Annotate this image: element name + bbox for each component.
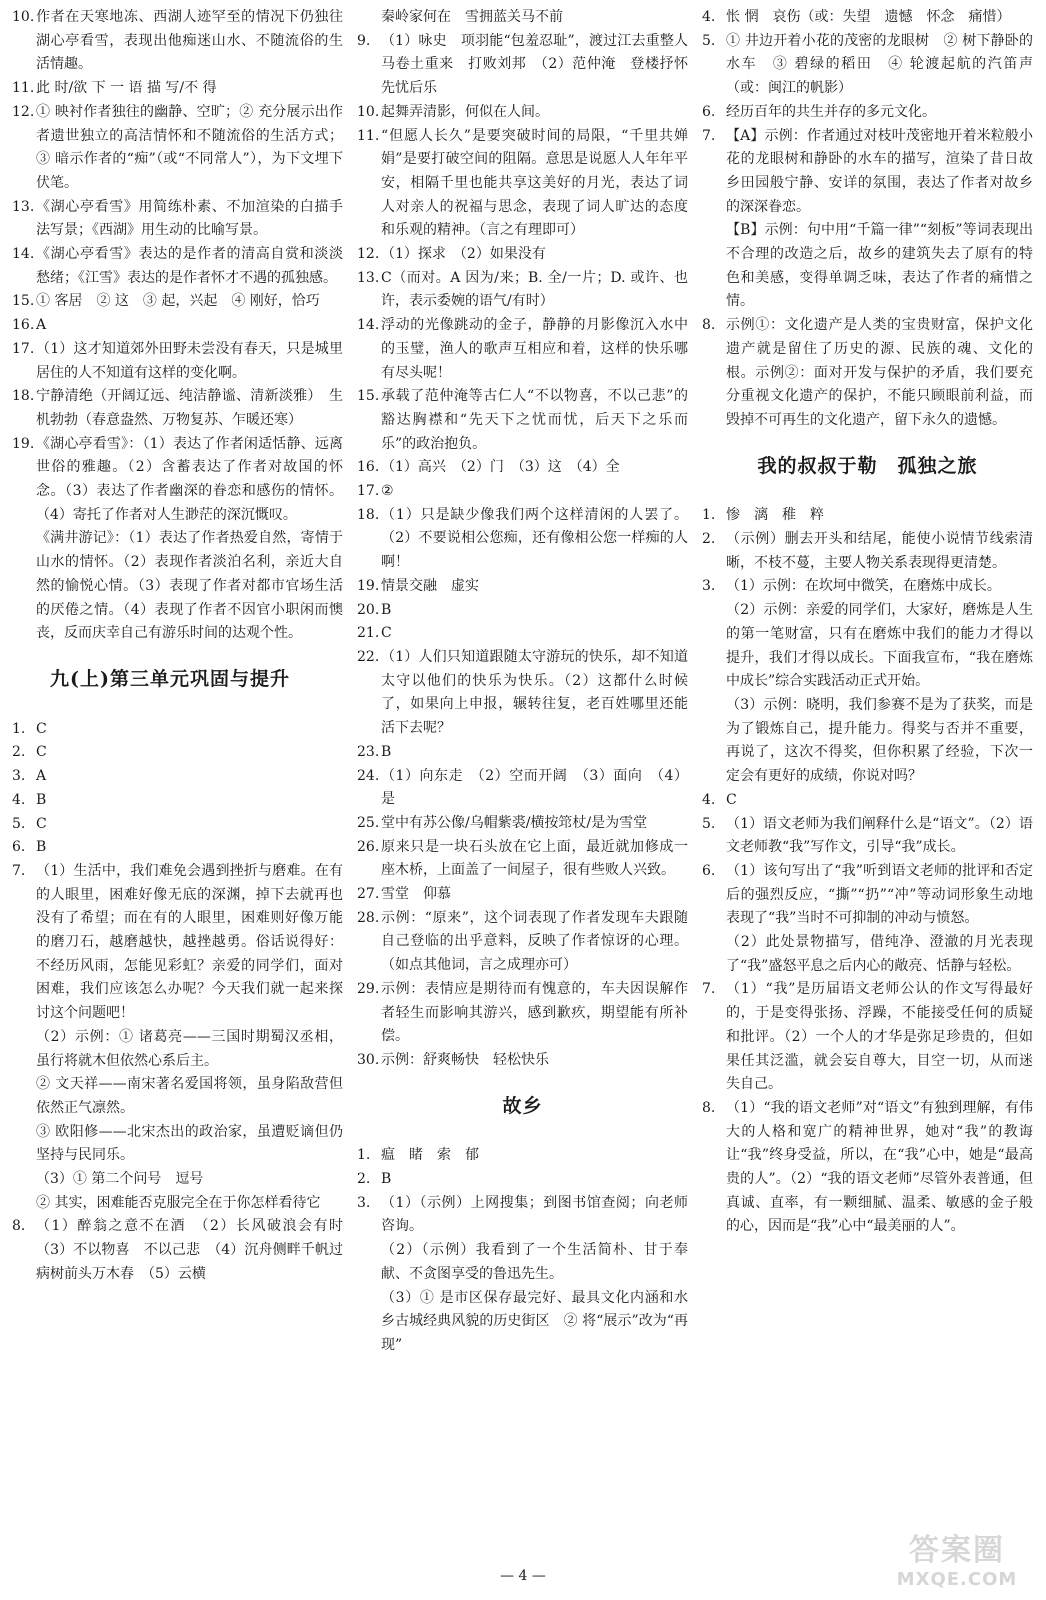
- answer-text: 起舞弄清影，何似在人间。: [381, 103, 549, 120]
- answer-text: B: [381, 743, 392, 760]
- answer-number: 2.: [702, 531, 716, 548]
- answer-number: 26.: [357, 838, 380, 855]
- answer-text: C: [36, 720, 47, 737]
- answer-text: 《湖心亭看雪》表达的是作者的清高自赏和淡淡愁绪；《江雪》表达的是作者怀才不遇的孤独感。: [36, 246, 343, 286]
- answer-number: 6.: [702, 103, 716, 120]
- answer-item: [357, 622, 688, 646]
- answer-text: （1）人们只知道跟随太守游玩的快乐，却不知道太守以他们的快乐为快乐。（2）这都什么时候了，如果向上申报，辗转往复，老百姓哪里还能活下去呢？: [381, 648, 688, 737]
- answer-number: 12.: [357, 246, 380, 263]
- answer-text: （1）这才知道郊外田野未尝没有春天，只是城里居住的人不知道有这样的变化啊。: [36, 340, 343, 381]
- answer-item: [357, 883, 688, 907]
- answer-number: 5.: [702, 32, 716, 49]
- answer-number: 3.: [357, 1194, 371, 1211]
- answer-text: 原来只是一块石头放在它上面，最近就加修成一座木桥，上面盖了一间屋子，很有些败人兴致。: [381, 838, 688, 879]
- answer-item: [12, 243, 343, 290]
- answer-item: [357, 907, 688, 978]
- answer-number: 16.: [12, 317, 35, 334]
- answer-text: ① 映衬作者独往的幽静、空旷；② 充分展示出作者遗世独立的高洁情怀和不随流俗的生活方式；③ 暗示作者的“痴”（或“不同常人”），为下文埋下伏笔。: [36, 103, 343, 191]
- answer-text: 此 时/欲 下 一 语 描 写/不 得: [36, 80, 217, 97]
- answer-text: （1）“我的语文老师”对“语文”有独到理解，有伟大的人格和宽广的精神世界，她对“我”的教诲让“我”终身受益，所以，在“我”心中，她是“最高贵的人”。（2）“我的语文老师”尽管外表普通，但真诚、直率，有一颗细腻、温柔、敏感的金子般的心，因而是“我”心中“最美丽的人”。: [726, 1099, 1033, 1235]
- answer-item: [357, 812, 688, 836]
- answer-item: [357, 599, 688, 623]
- answer-item: [12, 385, 343, 432]
- answer-number: 3.: [702, 578, 716, 595]
- page-number: — 4 —: [500, 1568, 546, 1584]
- answer-item: [12, 1215, 357, 1286]
- answer-continuation: （2）示例：亲爱的同学们，大家好，磨炼是人生的第一笔财富，只有在磨炼中我们的能力才得以提升，我们才得以成长。下面我宣布，“我在磨炼中成长”综合实践活动正式开始。: [726, 602, 1033, 690]
- answer-number: 4.: [702, 9, 716, 25]
- answer-item: [12, 860, 343, 1026]
- answer-item: [357, 30, 688, 101]
- answer-number: 19.: [12, 435, 35, 452]
- answer-item: [12, 741, 343, 765]
- answer-item: [357, 575, 688, 599]
- answer-continuation: （3）① 是市区保存最完好、最具文化内涵和水乡古城经典风貌的历史街区 ② 将“展示”改为“再现”: [381, 1289, 688, 1353]
- answer-text: B: [36, 839, 47, 856]
- answer-item: [357, 1192, 688, 1239]
- answer-text: B: [36, 791, 47, 808]
- answer-number: 7.: [12, 862, 26, 879]
- answer-number: 15.: [12, 293, 35, 310]
- answer-item: [702, 101, 1033, 125]
- answer-number: 1.: [357, 1147, 371, 1164]
- answer-continuation: （3）① 第二个问号 逗号: [36, 1171, 204, 1188]
- answer-text: ① 井边开着小花的茂密的龙眼树 ② 树下静卧的水车 ③ 碧绿的稻田 ④ 轮渡起航的汽笛声（或：闽江的帆影）: [726, 32, 1033, 97]
- answer-number: 13.: [357, 269, 380, 286]
- answer-number: 20.: [357, 601, 380, 618]
- answer-item: [12, 433, 343, 528]
- answer-text: （1）只是缺少像我们两个这样清闲的人罢了。（2）不要说相公您痴，还有像相公您一样痴的人啊！: [381, 506, 688, 571]
- answer-item: [702, 125, 1033, 220]
- watermark-text-cn: 答案圈: [909, 1532, 1005, 1568]
- answer-number: 8.: [702, 317, 716, 334]
- answer-number: 5.: [12, 815, 26, 832]
- answer-continuation: （2）示例：① 诸葛亮——三国时期蜀汉丞相，虽行将就木但依然心系后主。: [36, 1028, 343, 1069]
- answer-number: 12.: [12, 103, 35, 120]
- answer-number: 11.: [12, 80, 35, 97]
- answer-number: 19.: [357, 577, 380, 594]
- answer-item: [357, 646, 688, 741]
- answer-item: [702, 789, 1033, 813]
- answer-text: （示例）删去开头和结尾，能使小说情节线索清晰，不枝不蔓，主要人物关系表现得更清楚。: [726, 531, 1033, 571]
- answer-continuation: ② 其实，困难能否克服完全在于你怎样看待它: [36, 1194, 321, 1211]
- answer-continuation: ② 文天祥——南宋著名爱国将领，虽身陷敌营但依然正气凛然。: [36, 1076, 343, 1116]
- answer-text: 怅 惘 哀伤（或：失望 遗憾 怀念 痛惜）: [726, 9, 1011, 25]
- answer-item: [357, 836, 688, 883]
- answer-number: 14.: [12, 246, 35, 263]
- answer-text: C（而对。A 因为/来；B. 全/一片；D. 或许、也许，表示委婉的语气/有时）: [381, 269, 688, 310]
- answer-item: [357, 1168, 688, 1192]
- answer-text: 堂中有苏公像/乌帽紫裘/横按筇杖/是为雪堂: [381, 814, 648, 831]
- answer-number: 17.: [12, 340, 35, 357]
- answer-text: （1）醉翁之意不在酒 （2）长风破浪会有时 （3）不以物喜 不以己悲 （4）沉舟侧畔千帆过 病树前头万木春 （5）云横: [36, 1218, 357, 1282]
- section-heading: 我的叔叔于勒 孤独之旅: [757, 454, 978, 477]
- answer-text: 瘟 睹 索 郁: [381, 1147, 479, 1164]
- answer-text: （1）咏史 项羽能“包羞忍耻”，渡过江去重整人马卷土重来 打败刘邦 （2）范仲淹 登楼抒怀先忧后乐: [381, 32, 688, 97]
- answer-item: [357, 243, 688, 267]
- answer-item: [357, 978, 688, 1049]
- answer-text: C: [726, 791, 737, 808]
- answer-number: 14.: [357, 317, 380, 334]
- answer-text: （1）“我”是历届语文老师公认的作文写得最好的，于是变得张扬、浮躁，不能接受任何的质疑和批评。（2）一个人的才华是弥足珍贵的，但如果任其泛滥，就会妄自尊大，目空一切，从而迷失自己。: [726, 981, 1033, 1093]
- answer-text: A: [36, 768, 47, 785]
- answer-number: 23.: [357, 743, 380, 760]
- answer-continuation: ③ 欧阳修——北宋杰出的政治家，虽遭贬谪但仍坚持与民同乐。: [36, 1123, 343, 1164]
- answer-text: 示例：舒爽畅快 轻松快乐: [381, 1051, 549, 1068]
- answer-number: 21.: [357, 625, 380, 642]
- answer-page: [12, 6, 1034, 1536]
- answer-text: 经历百年的共生并存的多元文化。: [726, 103, 936, 120]
- answer-number: 7.: [702, 981, 716, 998]
- answer-text: ① 客居 ② 这 ③ 起，兴起 ④ 刚好，恰巧: [36, 293, 320, 310]
- answer-number: 2.: [357, 1171, 371, 1188]
- answer-number: 30.: [357, 1051, 380, 1068]
- answer-continuation: 秦岭家何在 雪拥蓝关马不前: [381, 9, 563, 25]
- answer-item: [12, 813, 343, 837]
- answer-continuation: （2）此处景物描写，借纯净、澄澈的月光表现了“我”盛怒平息之后内心的敞亮、恬静与轻松。: [726, 934, 1033, 974]
- answer-item: [357, 1144, 688, 1168]
- answer-item: [357, 314, 688, 385]
- answer-text: C: [36, 744, 47, 761]
- answer-number: 10.: [357, 103, 380, 120]
- answer-text: （1）探求 （2）如果没有: [381, 246, 546, 263]
- column-right: [702, 6, 1033, 1536]
- answer-text: ②: [381, 483, 394, 500]
- answer-item: [357, 1049, 688, 1073]
- answer-item: [357, 480, 688, 504]
- answer-text: A: [36, 317, 47, 334]
- answer-number: 6.: [702, 862, 716, 879]
- answer-text: C: [381, 625, 392, 642]
- answer-number: 4.: [12, 791, 26, 808]
- answer-number: 15.: [357, 388, 380, 405]
- answer-text: 示例：表情应是期待而有愧意的，车夫因误解作者轻生而影响其游兴，感到歉疚，期望能有所补偿。: [381, 980, 688, 1045]
- watermark-text-en: MXQE.COM: [896, 1568, 1018, 1590]
- answer-item: [12, 77, 343, 101]
- answer-number: 9.: [357, 32, 371, 49]
- answer-number: 18.: [12, 388, 35, 405]
- answer-item: [702, 30, 1033, 101]
- answer-number: 13.: [12, 198, 35, 215]
- answer-item: [702, 575, 1033, 599]
- answer-number: 8.: [12, 1218, 26, 1235]
- answer-item: [357, 101, 688, 125]
- answer-text: （1）示例：在坎坷中微笑，在磨炼中成长。: [726, 578, 1001, 595]
- answer-number: 10.: [12, 9, 35, 25]
- answer-number: 5.: [702, 815, 716, 832]
- answer-text: 浮动的光像跳动的金子，静静的月影像沉入水中的玉璧，渔人的歌声互相应和着，这样的快乐哪有尽头呢！: [381, 317, 688, 381]
- answer-text: 惨 漓 稚 粹: [726, 507, 824, 524]
- answer-item: [702, 860, 1033, 931]
- answer-item: [12, 314, 343, 338]
- answer-text: 承载了范仲淹等古仁人“不以物喜，不以己悲”的豁达胸襟和“先天下之忧而忧，后天下之乐而乐”的政治抱负。: [381, 388, 688, 452]
- answer-item: [12, 196, 343, 243]
- answer-text: C: [36, 815, 47, 832]
- answer-item: [357, 456, 688, 480]
- answer-text: 作者在天寒地冻、西湖人迹罕至的情况下仍独往湖心亭看雪，表现出他痴迷山水、不随流俗的生活情趣。: [36, 9, 343, 73]
- answer-number: 17.: [357, 483, 380, 500]
- answer-number: 24.: [357, 767, 380, 784]
- answer-item: [12, 765, 343, 789]
- answer-text: B: [381, 1171, 392, 1188]
- answer-number: 22.: [357, 648, 380, 665]
- answer-item: [12, 338, 343, 385]
- answer-item: [357, 267, 688, 314]
- answer-item: [702, 1097, 1033, 1239]
- answer-text: （1）（示例）上网搜集；到图书馆查阅；向老师咨询。: [381, 1194, 688, 1235]
- answer-text: 【A】示例：作者通过对枝叶茂密地开着米粒般小花的龙眼树和静卧的水车的描写，渲染了昔日故乡田园般宁静、安详的氛围，表达了作者对故乡的深深眷恋。: [726, 127, 1033, 215]
- answer-text: 示例：“原来”，这个词表现了作者发现车夫跟随自己登临的出乎意料，反映了作者惊讶的心理。（如点其他词，言之成理亦可）: [381, 909, 688, 974]
- answer-item: [702, 314, 1033, 433]
- answer-number: 28.: [357, 909, 380, 926]
- answer-text: 宁静清绝（开阔辽远、纯洁静谧、清新淡雅） 生机勃勃（春意盎然、万物复苏、乍暖还寒）: [36, 388, 343, 428]
- answer-number: 1.: [12, 720, 26, 737]
- answer-number: 29.: [357, 980, 380, 997]
- answer-item: [357, 741, 688, 765]
- answer-item: [12, 789, 343, 813]
- section-heading: 故乡: [502, 1094, 543, 1117]
- answer-continuation: 【B】示例：句中用“千篇一律”“刻板”等词表现出不合理的改造之后，故乡的建筑失去了原有的特色和美感，变得单调乏味，表达了作者的痛惜之情。: [726, 222, 1033, 310]
- column-middle: [357, 6, 688, 1536]
- answer-item: [357, 765, 688, 812]
- answer-item: [702, 813, 1033, 860]
- answer-number: 2.: [12, 744, 26, 761]
- answer-item: [357, 504, 688, 575]
- answer-item: [12, 6, 343, 77]
- answer-text: 雪堂 仰慕: [381, 886, 451, 903]
- answer-item: [12, 290, 343, 314]
- answer-item: [12, 718, 343, 742]
- answer-number: 16.: [357, 459, 380, 476]
- answer-text: （1）向东走 （2）空而开阔 （3）面向 （4）是: [381, 767, 688, 808]
- answer-text: 情景交融 虚实: [381, 577, 479, 594]
- answer-text: “但愿人长久”是要突破时间的局限，“千里共婵娟”是要打破空间的阻隔。意思是说愿人人年年平安，相隔千里也能共享这美好的月光，表达了词人对亲人的祝福与思念，表现了词人旷达的态度和乐观的精神。（言之有理即可）: [381, 127, 688, 239]
- answer-text: （1）语文老师为我们阐释什么是“语文”。（2）语文老师教“我”写作文，引导“我”成长。: [726, 815, 1033, 856]
- answer-number: 8.: [702, 1099, 716, 1116]
- answer-continuation: （3）示例：晓明，我们参赛不是为了获奖，而是为了锻炼自己，提升能力。得奖与否并不重要，再说了，这次不得奖，但你积累了经验，下次一定会有更好的成绩，你说对吗？: [726, 696, 1033, 785]
- answer-item: [702, 528, 1033, 575]
- answer-item: [702, 504, 1033, 528]
- answer-number: 11.: [357, 127, 380, 144]
- section-heading: 九(上)第三单元巩固与提升: [50, 667, 290, 690]
- answer-number: 6.: [12, 839, 26, 856]
- answer-text: 《湖心亭看雪》：（1）表达了作者闲适恬静、远离世俗的雅趣。（2）含蓄表达了作者对故国的怀念。（3）表达了作者幽深的眷恋和感伤的情怀。（4）寄托了作者对人生渺茫的深沉慨叹。: [36, 435, 343, 523]
- answer-number: 25.: [357, 814, 380, 831]
- answer-number: 27.: [357, 886, 380, 903]
- answer-text: （1）生活中，我们难免会遇到挫折与磨难。在有的人眼里，困难好像无底的深渊，掉下去就再也没有了希望；而在有的人眼里，困难则好像万能的磨刀石，越磨越快，越挫越勇。俗话说得好：不经历风雨，怎能见彩虹？亲爱的同学们，面对困难，我们应该怎么办呢？今天我们就一起来探讨这个问题吧！: [36, 862, 343, 1022]
- answer-number: 4.: [702, 791, 716, 808]
- answer-continuation: （2）（示例）我看到了一个生活简朴、甘于奉献、不贪图享受的鲁迅先生。: [381, 1242, 688, 1282]
- answer-text: 《湖心亭看雪》用简练朴素、不加渲染的白描手法写景；《西湖》用生动的比喻写景。: [36, 198, 343, 239]
- answer-item: [702, 6, 1033, 30]
- answer-text: 示例①：文化遗产是人类的宝贵财富，保护文化遗产就是留住了历史的源、民族的魂、文化的根。示例②：面对开发与保护的矛盾，我们要充分重视文化遗产的保护，不能只顾眼前利益，而毁掉不可再生的文化遗产，留下永久的遗憾。: [726, 317, 1033, 428]
- answer-number: 3.: [12, 768, 26, 785]
- answer-number: 18.: [357, 506, 380, 523]
- answer-text: B: [381, 601, 392, 618]
- answer-item: [357, 125, 688, 244]
- answer-item: [12, 101, 343, 196]
- column-left: [12, 6, 357, 1536]
- answer-number: 1.: [702, 507, 716, 524]
- answer-text: （1）该句写出了“我”听到语文老师的批评和否定后的强烈反应，“撕”“扔”“冲”等动词形象生动地表现了“我”当时不可抑制的冲动与愤怒。: [726, 862, 1033, 927]
- answer-item: [702, 978, 1033, 1097]
- answer-item: [357, 385, 688, 456]
- watermark-logo: [882, 1522, 1032, 1592]
- answer-continuation: 《满井游记》：（1）表达了作者热爱自然，寄情于山水的情怀。（2）表现作者淡泊名利，亲近大自然的愉悦心情。（3）表现了作者对都市官场生活的厌倦之情。（4）表现了作者不因官小职闲而懊丧，反而庆幸自己有游乐时间的达观个性。: [36, 530, 343, 642]
- answer-number: 7.: [702, 127, 716, 144]
- answer-text: （1）高兴 （2）门 （3）这 （4）全: [381, 459, 620, 476]
- answer-item: [12, 836, 343, 860]
